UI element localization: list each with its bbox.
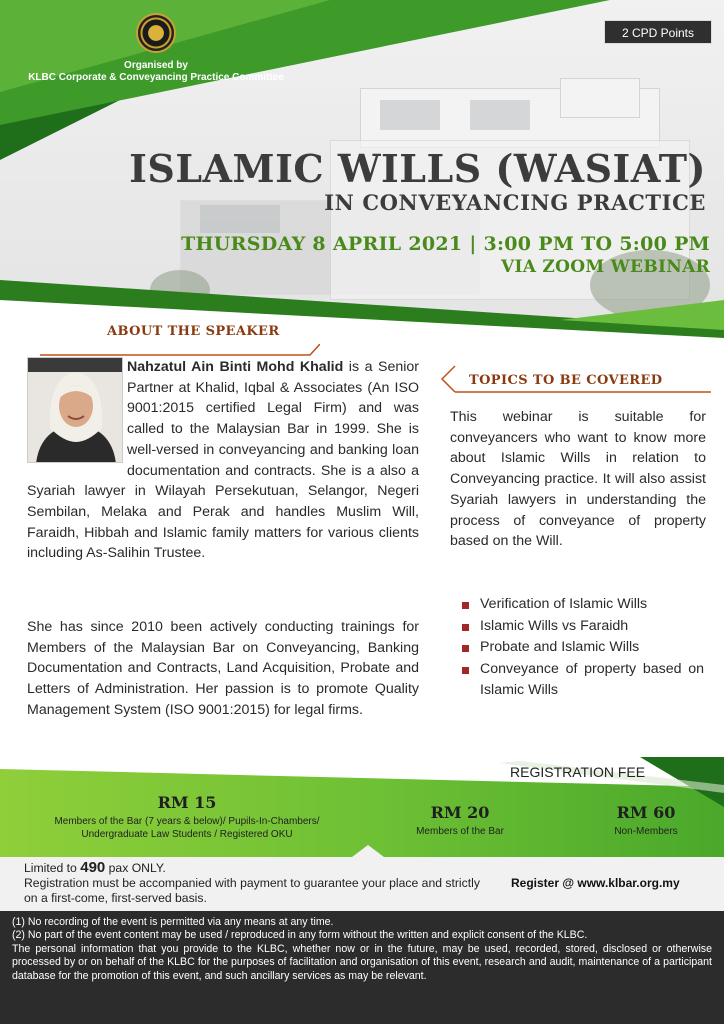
fee-amount-tier1: RM 15 <box>157 793 217 812</box>
topic-text: Verification of Islamic Wills <box>480 596 648 612</box>
square-bullet-icon <box>462 602 469 609</box>
registration-fee-label: REGISTRATION FEE <box>510 764 646 780</box>
list-item <box>460 659 704 700</box>
fee-desc-tier1 <box>20 815 354 841</box>
limit-prefix: Limited to <box>24 861 81 875</box>
photo-spacer <box>27 357 127 463</box>
registration-note: Registration must be accompanied with payment to guarantee your place and strictly on a first-come, first-served basis. <box>24 876 480 905</box>
limit-line <box>24 860 494 876</box>
list-item <box>460 637 704 658</box>
square-bullet-icon <box>462 624 469 631</box>
fee-amount-tier3: RM 60 <box>616 803 676 822</box>
limit-number: 490 <box>80 859 106 876</box>
square-bullet-icon <box>462 667 469 674</box>
speaker-name: Nahzatul Ain Binti Mohd Khalid <box>127 359 344 375</box>
cpd-points-badge: 2 CPD Points <box>604 20 712 44</box>
organiser-label <box>0 60 312 84</box>
event-subtitle: IN CONVEYANCING PRACTICE <box>324 190 706 215</box>
fee-amount-tier2: RM 20 <box>430 803 490 822</box>
disclaimer-line-1: (1) No recording of the event is permitted via any means at any time. <box>12 916 334 928</box>
limit-suffix: pax ONLY. <box>105 861 166 875</box>
fee-desc-tier2: Members of the Bar <box>416 826 504 837</box>
topics-intro: This webinar is suitable for conveyancers who want to know more about Islamic Wills in relation to Conveyancing practice. It will also assist Syariah lawyers in understanding the process of conveyance of property based on the Will. <box>450 409 706 550</box>
speaker-bio-paragraph-2: She has since 2010 been actively conducting trainings for Members of the Malaysian Bar on Conveyancing, Banking Documentation and Contracts, Land Acquisition, Probate and Letters of Administration. Her passion is to promote Quality Management System (ISO 9001:2015) for legal firms. <box>27 619 419 718</box>
register-link[interactable]: Register @ www.klbar.org.my <box>511 876 680 890</box>
footer-disclaimer <box>0 911 724 1024</box>
fee-desc-line: Members of the Bar (7 years & below)/ Pupils-In-Chambers/ <box>54 816 320 827</box>
event-date-time: THURSDAY 8 APRIL 2021 | 3:00 PM TO 5:00 PM <box>181 233 710 255</box>
about-heading-underline <box>40 344 320 356</box>
fee-desc-line: Undergraduate Law Students / Registered OKU <box>81 829 293 840</box>
topics-heading: TOPICS TO BE COVERED <box>469 373 663 388</box>
about-speaker-heading: ABOUT THE SPEAKER <box>107 324 280 339</box>
topics-list <box>460 594 704 702</box>
speaker-bio-text: is a Senior Partner at Khalid, Iqbal & Associates (An ISO 9001:2015 certified Legal Firm) and was called to the Malaysian Bar in 1999. She is well-versed in conveyancing and banking loan documentation and contracts. She is a also a Syariah lawyer in Wilayah Persekutuan, Selangor, Negeri Sembilan, Melaka and Perak and handles Muslim Will, Faraidh, Hibbah and Islamic family matters for various clients including As-Salihin Trustee. <box>27 359 419 562</box>
klbc-logo-icon <box>136 13 176 53</box>
fee-desc-tier3: Non-Members <box>614 826 678 837</box>
topic-text: Conveyance of property based on Islamic Wills <box>480 661 704 698</box>
registration-limit-text <box>24 860 494 906</box>
organiser-line1: Organised by <box>124 60 188 71</box>
square-bullet-icon <box>462 645 469 652</box>
event-title: ISLAMIC WILLS (WASIAT) <box>129 146 706 191</box>
topic-text: Islamic Wills vs Faraidh <box>480 617 629 634</box>
privacy-notice: The personal information that you provide to the KLBC, whether now or in the future, may be used, recorded, stored, disclosed or otherwise processed by or on behalf of the KLBC for the purposes of facilitation and organisation of this event, research and audit, maintenance of a participant database for the promotion of this event, and such ancillary services as may be relevant. <box>12 942 712 982</box>
speaker-bio-paragraph-1 <box>27 357 419 564</box>
organiser-line2: KLBC Corporate & Conveyancing Practice Committee <box>28 72 284 83</box>
topic-text: Probate and Islamic Wills <box>480 639 640 656</box>
list-item <box>460 594 704 615</box>
event-venue: VIA ZOOM WEBINAR <box>500 257 710 277</box>
disclaimer-line-2: (2) No part of the event content may be used / reproduced in any form without the written and explicit consent of the KLBC. <box>12 929 588 942</box>
list-item <box>460 616 704 637</box>
